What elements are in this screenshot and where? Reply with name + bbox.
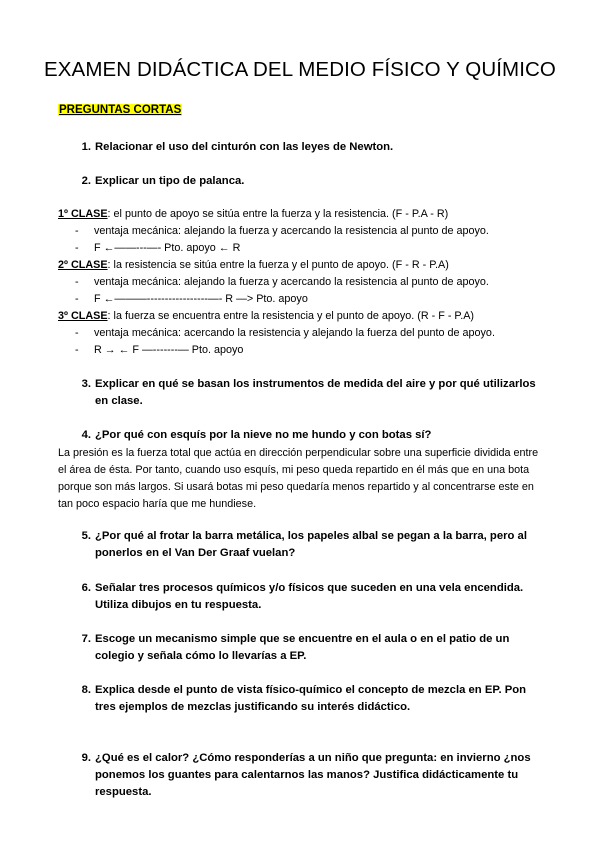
section-heading: PREGUNTAS CORTAS	[59, 104, 182, 116]
answer-4-paragraph: La presión es la fuerza total que actúa en dirección perpendicular sobre una superficie dividida entre el área de ésta. Por tanto, cuando uso esquís, mi peso queda repartido en él más que en una bota porque son más largos. Si usará botas mi peso quedaría menos repartido y al concentrarse este en tan poco espacio haría que me hundiese.	[58, 447, 539, 510]
document-page: EXAMEN DIDÁCTICA DEL MEDIO FÍSICO Y QUÍMICO PREGUNTAS CORTAS 1. Relacionar el uso del cinturón con las leyes de Newton. 2. Explicar un tipo de palanca. 1º CLASE: el punto de apoyo se sitúa entre la fuerza y la resistencia. (F - P.A - R) - ventaja mecánica: alejando la fuerza y acercando la resistencia al punto de apoyo. - F ←——---—- Pto. apoyo ← R 2º CLASE: la resistencia se sitúa entre la fuerza y el punto de apoyo. (F - R - P.A) - ventaja mecánica: alejando la fuerza y acercando la resistencia al punto de apoyo. - F ←———-----------------—- R —> Pto. apoyo 3º CLASE: la fuerza se encuentra entre la resistencia y el punto de apoyo. (R - F - P.A) - ventaja mecánica: acercando la resistencia y alejando la fuerza del punto de apoyo. - R → ← F —-------— Pto. apoyo 3. Explicar en qué se basan los instrumentos de medida del aire y por qué utilizarlos en clase. 4. ¿Por qué con esquís por la nieve no me hundo y con botas sí? La presión es la fuerza total que actúa en dirección perpendicular sobre una superficie dividida entre el área de ésta. Por tanto, cuando uso esquís, mi peso queda repartido en él más que en una bota porque son más largos. Si usará botas mi peso quedaría menos repartido y al concentrarse este en tan poco espacio haría que me hundiese. 5. ¿Por qué al frotar la barra metálica, los papeles albal se pegan a la barra, pero al ponerlos en el Van Der Graaf vuelan? 6. Señalar tres procesos químicos y/o físicos que suceden en una vela encendida. Utiliza dibujos en tu respuesta. 7. Escoge un mecanismo simple que se encuentre en el aula o en el patio de un colegio y señala cómo lo llevarías a EP. 8. Explica desde el punto de vista físico-químico el concepto de mezcla en EP. Pon tres ejemplos de mezclas justificando su interés didáctico. 9. ¿Qué es el calor? ¿Cómo responderías a un niño que pregunta: en invierno ¿nos ponemos los guantes para calentarnos las manos? Justifica didácticamente tu respuesta.	[0, 0, 600, 848]
question-9	[75, 750, 545, 801]
question-text: Señalar tres procesos químicos y/o físicos que suceden en una vela encendida. Utiliza dibujos en tu respuesta.	[95, 582, 524, 611]
exam-title: EXAMEN DIDÁCTICA DEL MEDIO FÍSICO Y QUÍMICO	[44, 58, 556, 81]
question-7	[75, 631, 545, 665]
question-4	[75, 427, 545, 444]
bullet-text: ventaja mecánica: alejando la fuerza y acercando la resistencia al punto de apoyo.	[94, 276, 489, 288]
class-description: : la fuerza se encuentra entre la resistencia y el punto de apoyo. (R - F - P.A)	[107, 310, 475, 322]
bullet-text: ventaja mecánica: alejando la fuerza y acercando la resistencia al punto de apoyo.	[94, 225, 489, 237]
lever-class-2	[58, 258, 548, 272]
question-text: Escoge un mecanismo simple que se encuentre en el aula o en el patio de un colegio y señala cómo lo llevarías a EP.	[95, 633, 510, 662]
class-label: 3º CLASE	[58, 310, 108, 322]
question-number: 6.	[81, 582, 91, 594]
question-5	[75, 528, 545, 562]
lever-class-1	[58, 207, 548, 221]
bullet-text: F ←———-----------------—- R —> Pto. apoyo	[94, 293, 308, 305]
class-description: : el punto de apoyo se sitúa entre la fuerza y la resistencia. (F - P.A - R)	[107, 208, 449, 220]
question-number: 4.	[81, 429, 91, 441]
question-number: 8.	[81, 684, 91, 696]
question-number: 7.	[81, 633, 91, 645]
question-6	[75, 580, 545, 614]
question-text: Relacionar el uso del cinturón con las leyes de Newton.	[95, 141, 394, 153]
question-8	[75, 682, 545, 716]
question-text: ¿Por qué con esquís por la nieve no me hundo y con botas sí?	[95, 429, 432, 441]
question-text: Explicar en qué se basan los instrumentos de medida del aire y por qué utilizarlos en clase.	[95, 378, 536, 407]
bullet-text: ventaja mecánica: acercando la resistencia y alejando la fuerza del punto de apoyo.	[94, 327, 495, 339]
question-number: 5.	[81, 530, 91, 542]
bullet-text: F ←——---—- Pto. apoyo ← R	[94, 242, 241, 254]
question-2	[75, 173, 545, 190]
bullet-text: R → ← F —-------— Pto. apoyo	[94, 344, 244, 356]
question-1	[75, 139, 545, 156]
class-description: : la resistencia se sitúa entre la fuerza y el punto de apoyo. (F - R - P.A)	[107, 259, 449, 271]
class-label: 1º CLASE	[58, 208, 108, 220]
question-text: Explica desde el punto de vista físico-químico el concepto de mezcla en EP. Pon tres ejemplos de mezclas justificando su interés didáctico.	[95, 684, 527, 713]
question-3	[75, 376, 545, 410]
class-label: 2º CLASE	[58, 259, 108, 271]
question-number: 9.	[81, 752, 91, 764]
question-number: 3.	[81, 378, 91, 390]
question-text: ¿Qué es el calor? ¿Cómo responderías a un niño que pregunta: en invierno ¿nos ponemos los guantes para calentarnos las manos? Justifica didácticamente tu respuesta.	[95, 752, 531, 798]
question-number: 2.	[81, 175, 91, 187]
question-number: 1.	[81, 141, 91, 153]
question-text: Explicar un tipo de palanca.	[95, 175, 245, 187]
lever-class-3	[58, 309, 548, 323]
question-text: ¿Por qué al frotar la barra metálica, los papeles albal se pegan a la barra, pero al ponerlos en el Van Der Graaf vuelan?	[95, 530, 527, 559]
